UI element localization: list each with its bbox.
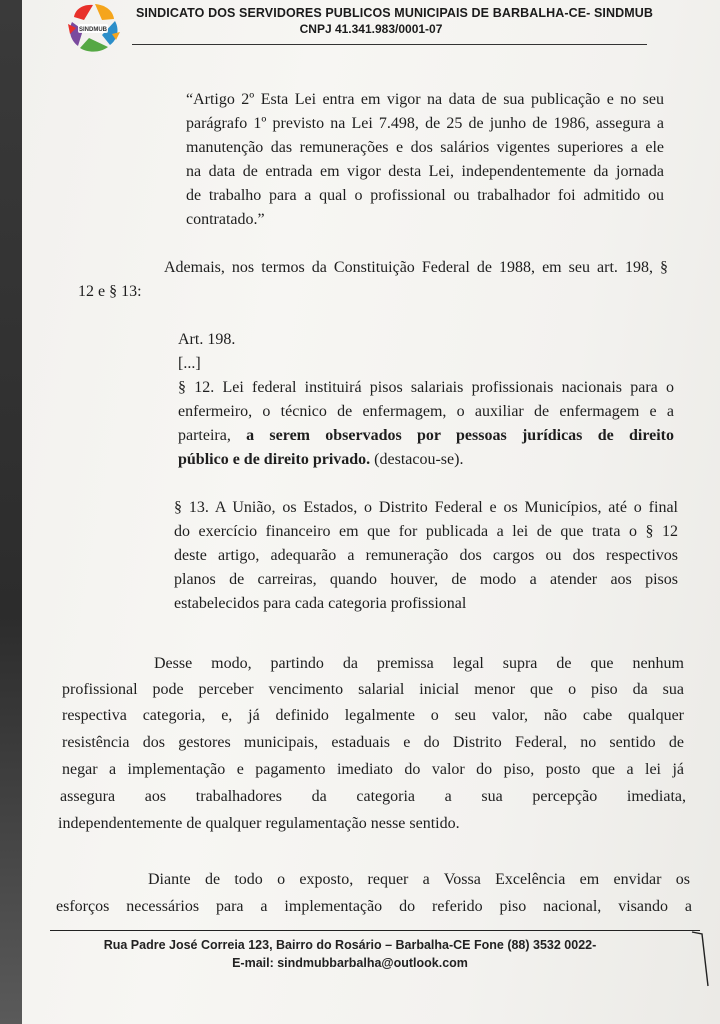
text-normal: (destacou-se).	[370, 451, 464, 468]
paragraph-12-line: § 12. Lei federal instituirá pisos salariais profissionais nacionais para o	[178, 379, 674, 396]
body-line: profissional pode perceber vencimento salarial inicial menor que o piso da sua	[62, 681, 684, 698]
logo-text: SINDMUB	[79, 27, 107, 33]
body-line: negar a implementação e pagamento imediato do valor do piso, posto que a lei já	[62, 761, 684, 778]
sindmub-logo-icon	[62, 2, 124, 54]
paragraph-13-line: deste artigo, adequarão a remuneração dos cargos ou dos respectivos	[174, 547, 678, 564]
body-line: independentemente de qualquer regulamentação nesse sentido.	[58, 815, 460, 832]
quote-line: “Artigo 2º Esta Lei entra em vigor na data de sua publicação e no seu	[186, 91, 664, 108]
body-line: Desse modo, partindo da premissa legal supra de que nenhum	[154, 655, 684, 672]
footer-divider	[50, 930, 700, 931]
ademais-line: 12 e § 13:	[78, 283, 142, 300]
paragraph-13-line: § 13. A União, os Estados, o Distrito Federal e os Municípios, até o final	[174, 499, 678, 516]
text-bold: público e de direito privado.	[178, 451, 371, 468]
text-bold: a serem observados por pessoas jurídicas de direito	[246, 427, 674, 444]
quote-line: manutenção das remunerações e dos salários vigentes superiores a ele	[186, 139, 664, 156]
paragraph-12-line: enfermeiro, o técnico de enfermagem, o auxiliar de enfermagem e a	[178, 403, 674, 420]
body-line: respectiva categoria, e, já definido legalmente o seu valor, não cabe qualquer	[62, 707, 684, 724]
body-line: assegura aos trabalhadores da categoria a sua percepção imediata,	[60, 788, 686, 805]
pen-mark-icon	[690, 928, 714, 990]
paragraph-13-line: do exercício financeiro em que for publicada a lei de que trata o § 12	[174, 523, 678, 540]
paragraph-13-line: planos de carreiras, quando houver, de modo a atender aos pisos	[174, 571, 678, 588]
footer-email: E-mail: sindmubbarbalha@outlook.com	[232, 956, 468, 970]
quote-line: de trabalho para a qual o profissional ou trabalhador foi admitido ou	[186, 187, 664, 204]
paragraph-12-line	[178, 424, 674, 448]
header-divider	[132, 44, 647, 45]
page-edge-shadow	[0, 0, 22, 1024]
cnpj-number: CNPJ 41.341.983/0001-07	[299, 22, 443, 36]
quote-line: na data de entrada em vigor desta Lei, independentemente da jornada	[186, 163, 664, 180]
ademais-line: Ademais, nos termos da Constituição Federal de 1988, em seu art. 198, §	[164, 259, 668, 276]
paragraph-12-line	[178, 448, 674, 472]
text-normal: parteira,	[178, 427, 247, 444]
footer-address: Rua Padre José Correia 123, Bairro do Rosário – Barbalha-CE Fone (88) 3532 0022-	[103, 938, 597, 952]
paragraph-13-line: estabelecidos para cada categoria profissional	[174, 595, 467, 612]
quote-line: contratado.”	[186, 211, 265, 228]
article-title: Art. 198.	[178, 331, 236, 348]
body-line: Diante de todo o exposto, requer a Vossa Excelência em envidar os	[148, 871, 690, 888]
quote-line: parágrafo 1º previsto na Lei 7.498, de 25 de junho de 1986, assegura a	[186, 115, 664, 132]
ellipsis: [...]	[178, 355, 201, 372]
body-line: esforços necessários para a implementação do referido piso nacional, visando a	[56, 898, 692, 915]
organization-name: SINDICATO DOS SERVIDORES PUBLICOS MUNICIPAIS DE BARBALHA-CE- SINDMUB	[136, 6, 654, 20]
body-line: resistência dos gestores municipais, estaduais e do Distrito Federal, no sentido de	[62, 734, 684, 751]
